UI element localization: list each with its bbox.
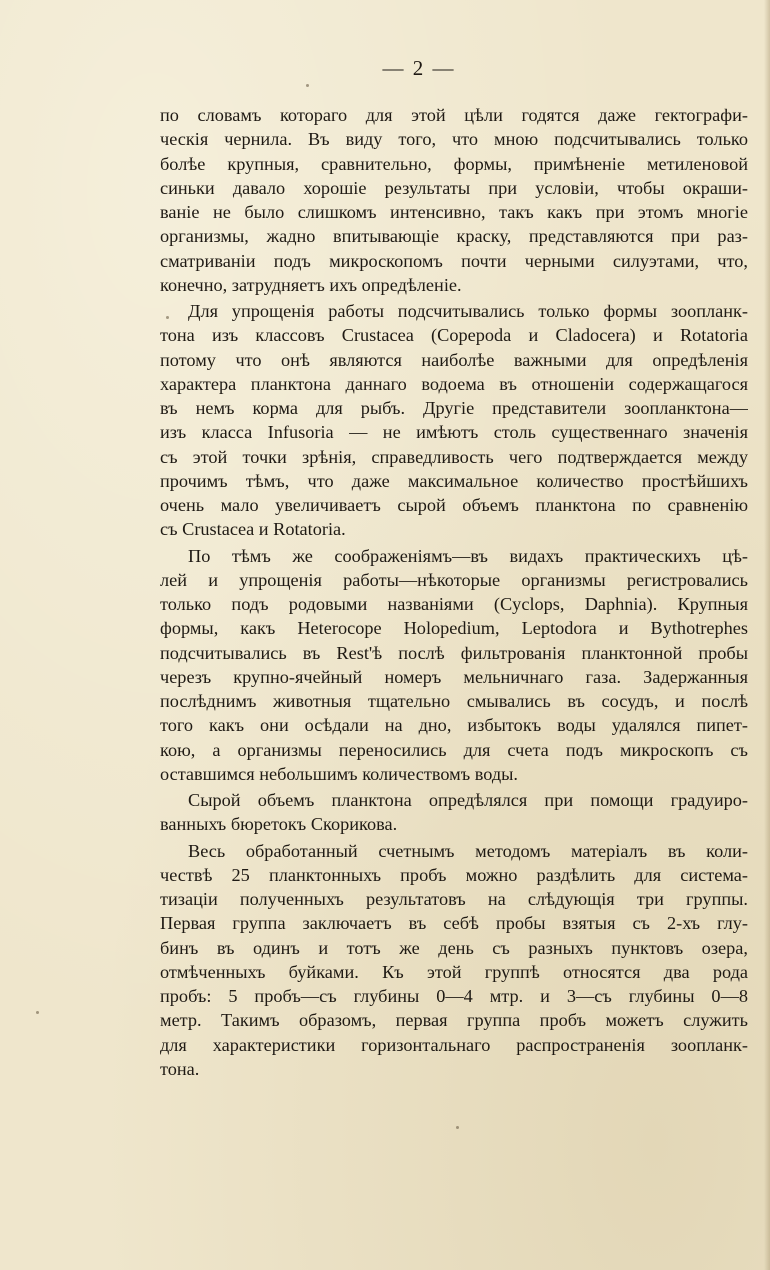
text-line: болѣе крупныя, сравнительно, формы, примѣненіе метиленовой — [160, 153, 748, 174]
text-line: очень мало увеличиваетъ сырой объемъ планктона по сравненію — [160, 495, 748, 515]
text-line: оставшимся небольшимъ количествомъ воды. — [160, 763, 518, 784]
text-line: ваніе не было слишкомъ интенсивно, такъ какъ при этомъ многіе — [160, 202, 748, 222]
text-line: тона изъ классовъ Crustacea (Copepoda и Cladocera) и Rotatoria — [160, 325, 748, 346]
text-line: изъ класса Infusoria — не имѣютъ столь существеннаго значенія — [160, 422, 748, 443]
paragraph — [160, 103, 748, 297]
text-line: лей и упрощенія работы—нѣкоторые организмы регистровались — [160, 569, 748, 590]
scan-speck — [36, 1011, 39, 1014]
text-line: чествѣ 25 планктонныхъ пробъ можно раздѣлить для система- — [160, 864, 748, 885]
text-line: формы, какъ Heterocope Holopedium, Leptodora и Bythotrephes — [160, 618, 748, 639]
scan-speck — [456, 1126, 459, 1129]
text-line: въ немъ корма для рыбъ. Другіе представители зоопланктона— — [160, 398, 748, 418]
text-line: черезъ крупно-ячейный номеръ мельничнаго газа. Задержанныя — [160, 666, 748, 687]
text-line: организмы, жадно впитывающіе краску, представляются при раз- — [160, 226, 748, 247]
paragraph — [160, 788, 748, 837]
page-number: — 2 — — [382, 56, 456, 80]
text-line: съ Crustacea и Rotatoria. — [160, 519, 346, 540]
scan-speck — [306, 84, 309, 87]
text-line: послѣднимъ животныя тщательно смывались въ сосудъ, и послѣ — [160, 691, 748, 711]
text-line: конечно, затрудняетъ ихъ опредѣленіе. — [160, 274, 462, 295]
text-line: По тѣмъ же соображеніямъ—въ видахъ практическихъ цѣ- — [188, 545, 748, 566]
text-line: Для упрощенія работы подсчитывались только формы зоопланк- — [188, 301, 748, 321]
text-line: для характеристики горизонтальнаго распространенія зоопланк- — [160, 1034, 748, 1055]
text-line: сматриваніи подъ микроскопомъ почти черными силуэтами, что, — [160, 250, 748, 271]
text-line: отмѣченныхъ буйками. Къ этой группѣ относятся два рода — [160, 961, 748, 982]
text-line: только подъ родовыми названіями (Cyclops, Daphnia). Крупныя — [160, 594, 748, 614]
text-line: потому что онѣ являются наиболѣе важными для опредѣленія — [160, 349, 748, 370]
text-line: Первая группа заключаетъ въ себѣ пробы взятыя съ 2-хъ глу- — [160, 913, 748, 934]
text-line: характера планктона даннаго водоема въ отношеніи содержащагося — [160, 373, 748, 394]
paragraph — [160, 299, 748, 542]
paragraph — [160, 839, 748, 1082]
text-line: съ этой точки зрѣнія, справедливость чего подтверждается между — [160, 446, 748, 467]
text-line: тизаціи полученныхъ результатовъ на слѣдующія три группы. — [160, 889, 748, 909]
text-line: Сырой объемъ планктона опредѣлялся при помощи градуиро- — [188, 790, 748, 810]
text-line: подсчитывались въ Rest'ѣ послѣ фильтрованія планктонной пробы — [160, 642, 748, 663]
text-line: метр. Такимъ образомъ, первая группа пробъ можетъ служить — [160, 1010, 748, 1031]
text-line: Весь обработанный счетнымъ методомъ матеріалъ въ коли- — [188, 840, 748, 861]
text-line: того какъ они осѣдали на дно, избытокъ воды удалялся пипет- — [160, 715, 748, 736]
text-line: бинъ въ одинъ и тотъ же день съ разныхъ пунктовъ озера, — [160, 937, 748, 958]
paragraph — [160, 544, 748, 787]
text-line: кою, а организмы переносились для счета подъ микроскопъ съ — [160, 739, 748, 760]
body-text — [160, 103, 748, 1081]
scan-speck — [166, 316, 169, 319]
text-line: синьки давало хорошіе результаты при условіи, чтобы окраши- — [160, 177, 748, 198]
page-edge-shadow — [764, 0, 770, 1270]
text-line: тона. — [160, 1058, 200, 1079]
text-line: ческія чернила. Въ виду того, что мною подсчитывались только — [160, 129, 748, 150]
text-line: пробъ: 5 пробъ—съ глубины 0—4 мтр. и 3—съ глубины 0—8 — [160, 986, 748, 1006]
text-line: ванныхъ бюретокъ Скорикова. — [160, 814, 398, 835]
text-line: прочимъ тѣмъ, что даже максимальное количество простѣйшихъ — [160, 470, 748, 491]
text-line: по словамъ котораго для этой цѣли годятся даже гектографи- — [160, 105, 748, 125]
